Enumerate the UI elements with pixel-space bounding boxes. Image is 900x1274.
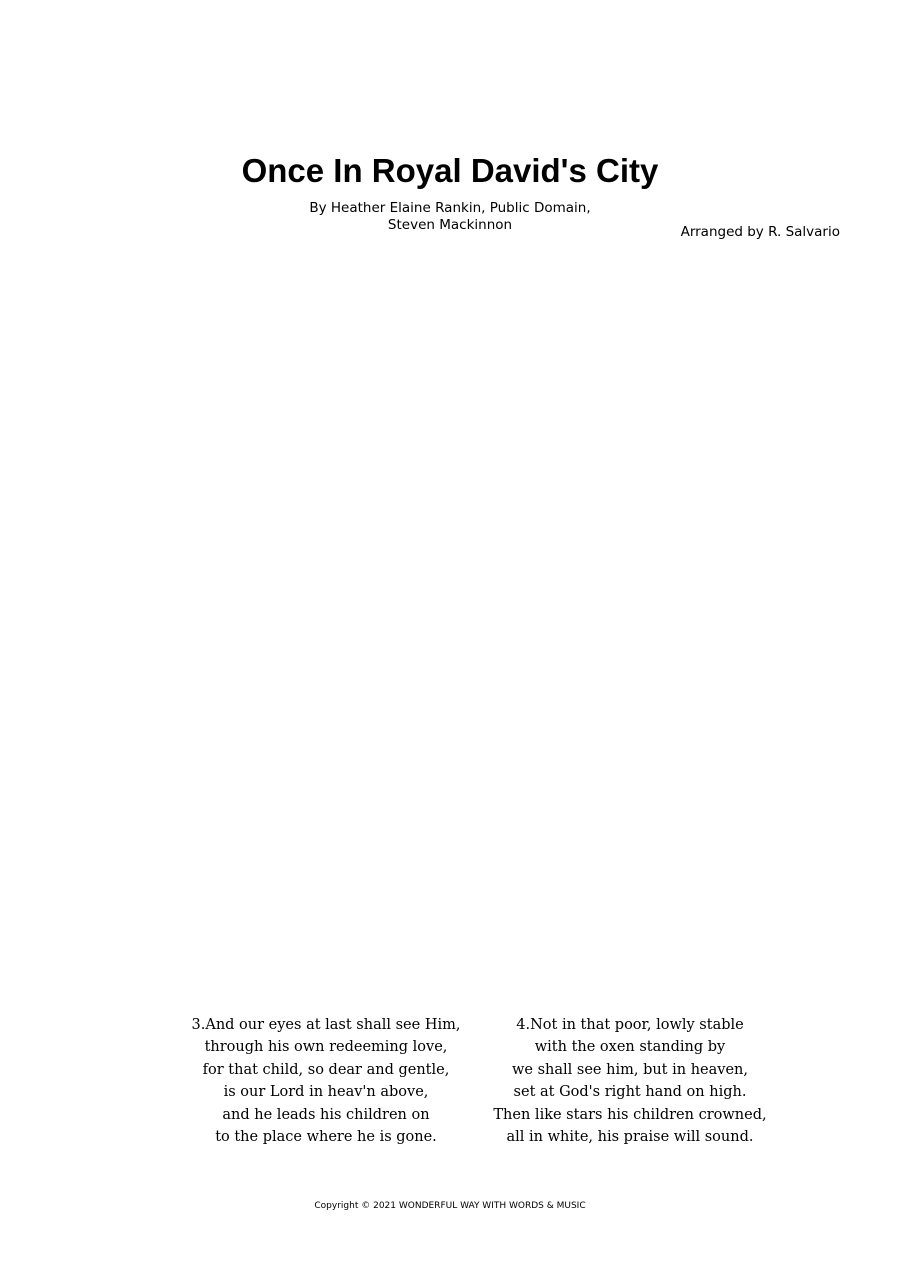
song-title: Once In Royal David's City xyxy=(241,152,659,189)
verse-line: to the place where he is gone. xyxy=(215,1129,437,1146)
verse-line: with the oxen standing by xyxy=(534,1039,726,1056)
verse-line: set at God's right hand on high. xyxy=(513,1084,747,1101)
verse-line: all in white, his praise will sound. xyxy=(506,1129,754,1146)
verse-line: for that child, so dear and gentle, xyxy=(202,1061,450,1078)
verse-line: and he leads his children on xyxy=(222,1106,430,1123)
copyright-notice: Copyright © 2021 WONDERFUL WAY WITH WORDS & MUSIC xyxy=(314,1201,586,1211)
credits-line-2: Steven Mackinnon xyxy=(387,217,513,233)
verse-line: through his own redeeming love, xyxy=(204,1039,448,1056)
verse-3 xyxy=(176,1014,476,1148)
verse-line: we shall see him, but in heaven, xyxy=(512,1061,748,1078)
credits-line-1: By Heather Elaine Rankin, Public Domain, xyxy=(309,200,591,216)
verse-line: is our Lord in heav'n above, xyxy=(223,1084,429,1101)
verse-4 xyxy=(480,1014,780,1148)
arranger-credit: Arranged by R. Salvario xyxy=(680,224,840,240)
verse-line: 3.And our eyes at last shall see Him, xyxy=(191,1017,461,1033)
verse-line: Then like stars his children crowned, xyxy=(493,1106,767,1123)
verse-line: 4.Not in that poor, lowly stable xyxy=(516,1017,744,1033)
